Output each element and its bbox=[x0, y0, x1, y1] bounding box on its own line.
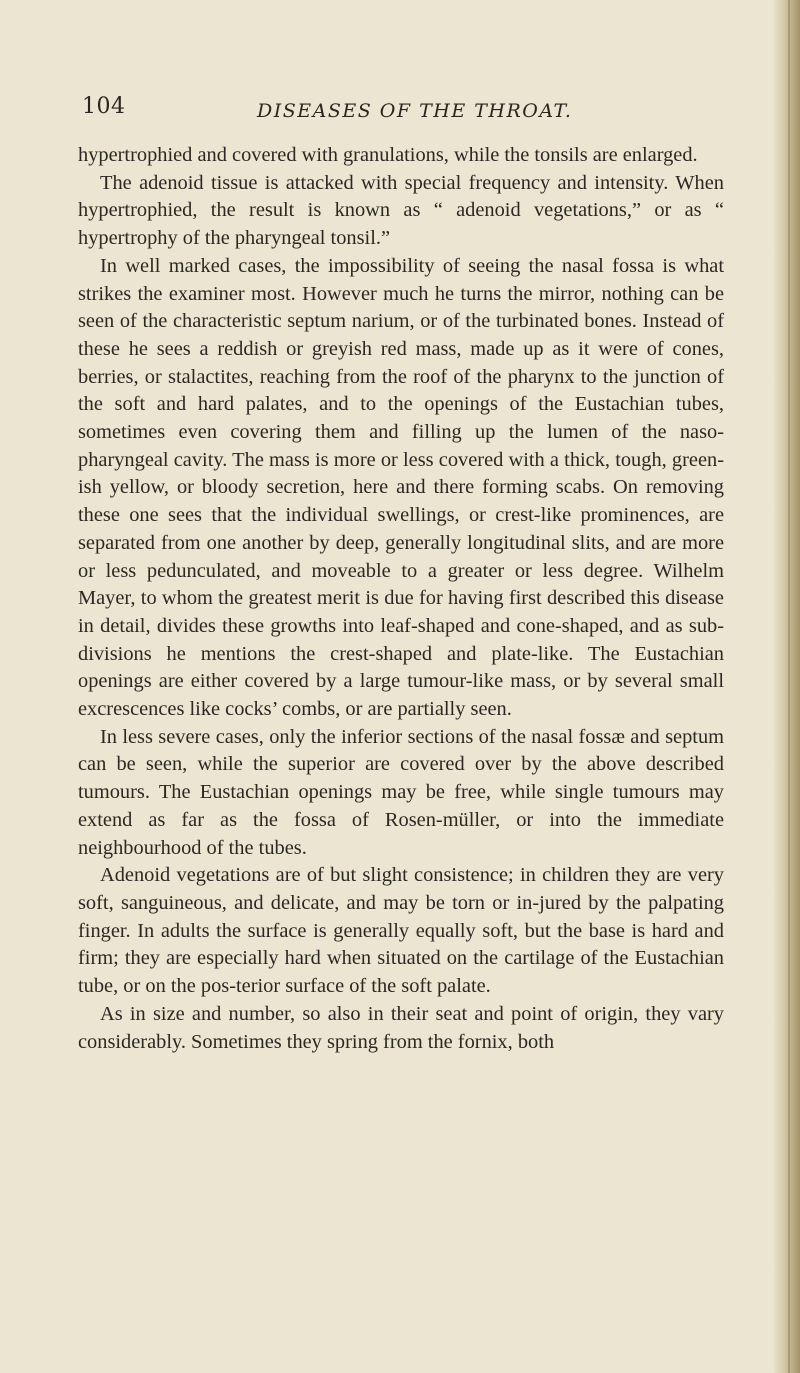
page-edge-shadow bbox=[772, 0, 800, 1373]
paragraph: As in size and number, so also in their seat and point of origin, they vary considerably. Sometimes they spring from the fornix, both bbox=[78, 1002, 724, 1053]
page-header bbox=[82, 94, 742, 134]
page-edge-line bbox=[788, 0, 790, 1373]
paragraph: In less severe cases, only the inferior sections of the nasal fossæ and septum can be seen, while the superior are covered over by the above described tumours. The Eustachian openings may be free, while single tumours may extend as far as the fossa of Rosen-müller, or into the immediate neighbourhood of the tubes. bbox=[78, 725, 724, 859]
paragraph-continuation: hypertrophied and covered with granulations, while the tonsils are enlarged. bbox=[78, 144, 698, 166]
body-text bbox=[78, 142, 724, 1056]
running-title: DISEASES OF THE THROAT. bbox=[257, 100, 573, 122]
page-number: 104 bbox=[82, 94, 126, 119]
paragraph: In well marked cases, the impossibility of seeing the nasal fossa is what strikes the examiner most. However much he turns the mirror, nothing can be seen of the characteristic septum narium, or of the turbinated bones. Instead of these he sees a reddish or greyish red mass, made up as it were of cones, berries, or stalactites, reaching from the roof of the pharynx to the junction of the soft and hard palates, and to the openings of the Eustachian tubes, sometimes even covering them and filling up the lumen of the naso-pharyngeal cavity. The mass is more or less covered with a thick, tough, green-ish yellow, or bloody secretion, here and there forming scabs. On removing these one sees that the individual swellings, or crest-like prominences, are separated from one another by deep, generally longitudinal slits, and are more or less pedunculated, and moveable to a greater or less degree. Wilhelm Mayer, to whom the greatest merit is due for having first described this disease in detail, divides these growths into leaf-shaped and cone-shaped, and as sub-divisions he mentions the crest-shaped and plate-like. The Eustachian openings are either covered by a large tumour-like mass, or by several small excrescences like cocks’ combs, or are partially seen. bbox=[78, 254, 724, 721]
paragraph: Adenoid vegetations are of but slight consistence; in children they are very soft, sanguineous, and delicate, and may be torn or in-jured by the palpating finger. In adults the surface is generally equally soft, but the base is hard and firm; they are especially hard when situated on the cartilage of the Eustachian tube, or on the pos-terior surface of the soft palate. bbox=[78, 864, 724, 998]
paragraph: The adenoid tissue is attacked with special frequency and intensity. When hypertrophied, the result is known as “ adenoid vegetations,” or as “ hypertrophy of the pharyngeal tonsil.” bbox=[78, 171, 724, 250]
